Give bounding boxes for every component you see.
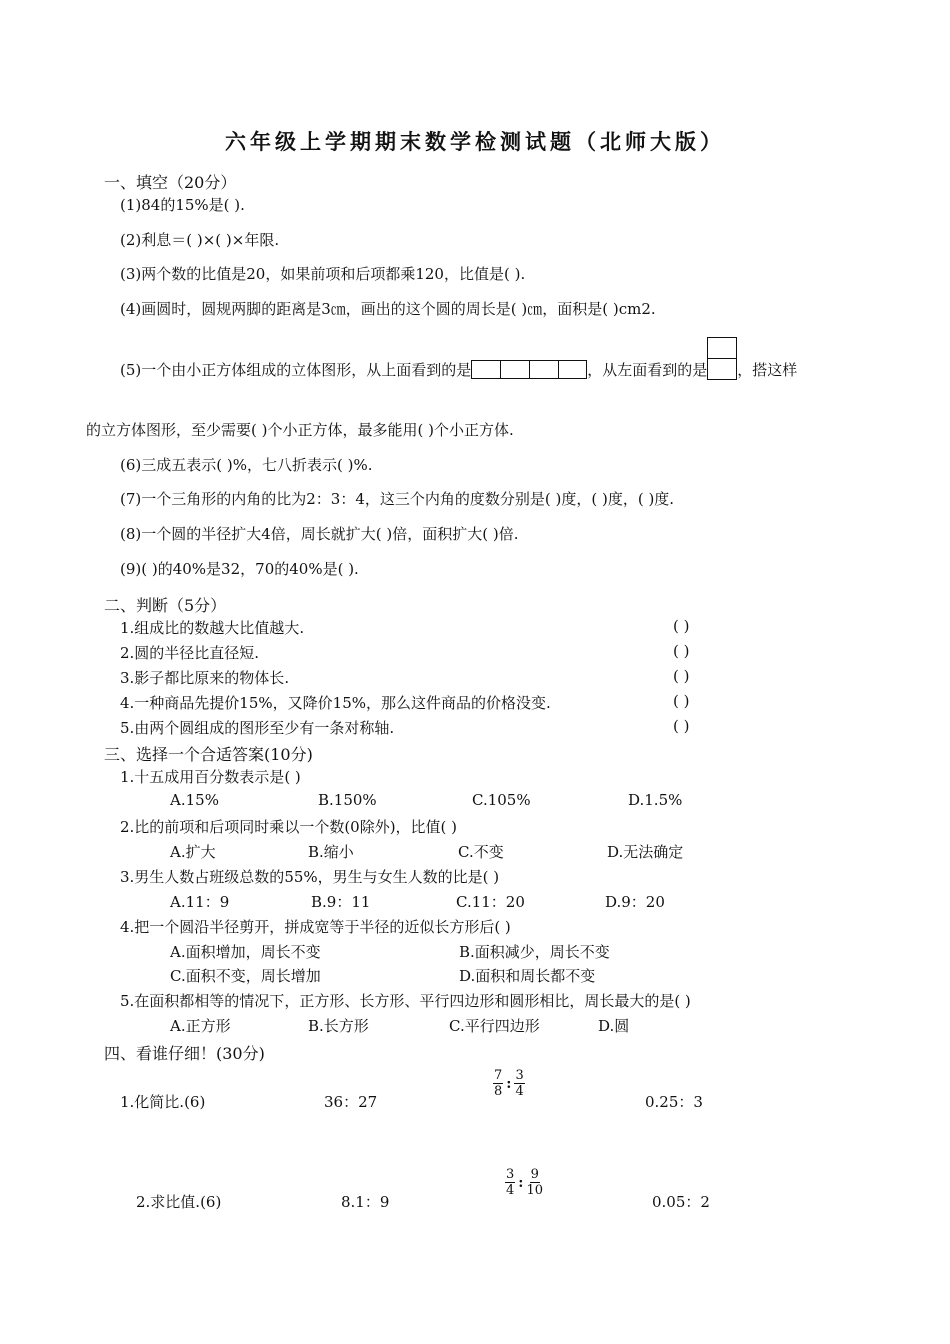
judge-answer-3: ( ) xyxy=(673,667,690,685)
fill-question-7: (7)一个三角形的内角的比为2：3：4，这三个内角的度数分别是( )度，( )度，( )度. xyxy=(120,490,675,508)
judge-answer-2: ( ) xyxy=(673,642,690,660)
section-judge-heading: 二、判断（5分） xyxy=(104,596,227,615)
judge-answer-4: ( ) xyxy=(673,692,690,710)
choice-question-3: 3.男生人数占班级总数的55%，男生与女生人数的比是( ) xyxy=(120,868,500,886)
choice-1-option-a: A.15% xyxy=(170,791,219,809)
judge-answer-1: ( ) xyxy=(673,617,690,635)
choice-4-option-d: D.面积和周长都不变 xyxy=(459,967,596,985)
choice-3-option-a: A.11：9 xyxy=(170,893,230,911)
choice-3-option-d: D.9：20 xyxy=(605,893,665,911)
choice-1-option-c: C.105% xyxy=(472,791,531,809)
choice-5-option-c: C.平行四边形 xyxy=(449,1017,540,1035)
section-careful-heading: 四、看谁仔细！(30分) xyxy=(104,1044,265,1063)
choice-4-option-a: A.面积增加，周长不变 xyxy=(170,943,321,961)
simplify-ratio-b: $\frac{7}{8}$ : $\frac{3}{4}$ xyxy=(494,1068,524,1099)
fill-question-5-cont: 的立方体图形，至少需要( )个小正方体，最多能用( )个小正方体. xyxy=(86,421,514,439)
fill-question-5-text-a: (5)一个由小正方体组成的立体图形，从上面看到的是 xyxy=(120,361,472,379)
simplify-ratio-label: 1.化简比.(6) xyxy=(120,1093,206,1111)
judge-item-4: 4.一种商品先提价15%，又降价15%，那么这件商品的价格没变. xyxy=(120,694,551,712)
choice-4-option-b: B.面积减少，周长不变 xyxy=(459,943,610,961)
simplify-ratio-a: 36：27 xyxy=(324,1093,378,1111)
choice-question-5: 5.在面积都相等的情况下，正方形、长方形、平行四边形和圆形相比，周长最大的是( ) xyxy=(120,992,691,1010)
fill-question-9: (9)( )的40%是32，70的40%是( ). xyxy=(120,560,359,578)
choice-5-option-a: A.正方形 xyxy=(170,1017,231,1035)
top-view-figure xyxy=(471,360,587,383)
choice-3-option-b: B.9：11 xyxy=(311,893,371,911)
fill-question-1: (1)84的15%是( ). xyxy=(120,196,245,214)
section-choice-heading: 三、选择一个合适答案(10分) xyxy=(104,745,313,764)
find-ratio-value-c: 0.05：2 xyxy=(652,1193,710,1211)
judge-item-1: 1.组成比的数越大比值越大. xyxy=(120,619,305,637)
judge-item-2: 2.圆的半径比直径短. xyxy=(120,644,260,662)
fill-question-5-text-b: ，从左面看到的是 xyxy=(587,361,708,379)
choice-2-option-b: B.缩小 xyxy=(308,843,354,861)
fill-question-6: (6)三成五表示( )%，七八折表示( )%. xyxy=(120,456,373,474)
judge-item-5: 5.由两个圆组成的图形至少有一条对称轴. xyxy=(120,719,395,737)
choice-question-1: 1.十五成用百分数表示是( ) xyxy=(120,768,301,786)
section-fill-blank-heading: 一、填空（20分） xyxy=(104,173,237,192)
fill-question-2: (2)利息＝( )×( )×年限. xyxy=(120,231,280,249)
choice-2-option-c: C.不变 xyxy=(458,843,504,861)
judge-item-3: 3.影子都比原来的物体长. xyxy=(120,669,290,687)
choice-1-option-d: D.1.5% xyxy=(628,791,683,809)
choice-question-2: 2.比的前项和后项同时乘以一个数(0除外)，比值( ) xyxy=(120,818,458,836)
choice-4-option-c: C.面积不变，周长增加 xyxy=(170,967,321,985)
find-ratio-value-a: 8.1：9 xyxy=(341,1193,390,1211)
simplify-ratio-c: 0.25：3 xyxy=(645,1093,703,1111)
choice-5-option-b: B.长方形 xyxy=(308,1017,369,1035)
fill-question-5 xyxy=(120,359,797,383)
judge-answer-5: ( ) xyxy=(673,717,690,735)
choice-5-option-d: D.圆 xyxy=(598,1017,630,1035)
fill-question-4: (4)画圆时，圆规两脚的距离是3㎝，画出的这个圆的周长是( )㎝，面积是( )cm2. xyxy=(120,300,656,318)
choice-2-option-a: A.扩大 xyxy=(170,843,216,861)
choice-1-option-b: B.150% xyxy=(318,791,377,809)
page-title: 六年级上学期期末数学检测试题（北师大版） xyxy=(225,129,725,154)
fill-question-5-text-c: ，搭这样 xyxy=(737,361,798,379)
left-view-figure xyxy=(707,359,737,379)
fill-question-3: (3)两个数的比值是20，如果前项和后项都乘120，比值是( ). xyxy=(120,265,526,283)
find-ratio-value-label: 2.求比值.(6) xyxy=(136,1193,222,1211)
choice-question-4: 4.把一个圆沿半径剪开，拼成宽等于半径的近似长方形后( ) xyxy=(120,918,511,936)
fill-question-8: (8)一个圆的半径扩大4倍，周长就扩大( )倍，面积扩大( )倍. xyxy=(120,525,519,543)
choice-3-option-c: C.11：20 xyxy=(456,893,525,911)
choice-2-option-d: D.无法确定 xyxy=(607,843,684,861)
find-ratio-value-b: $\frac{3}{4}$ : $\frac{9}{10}$ xyxy=(506,1167,543,1198)
